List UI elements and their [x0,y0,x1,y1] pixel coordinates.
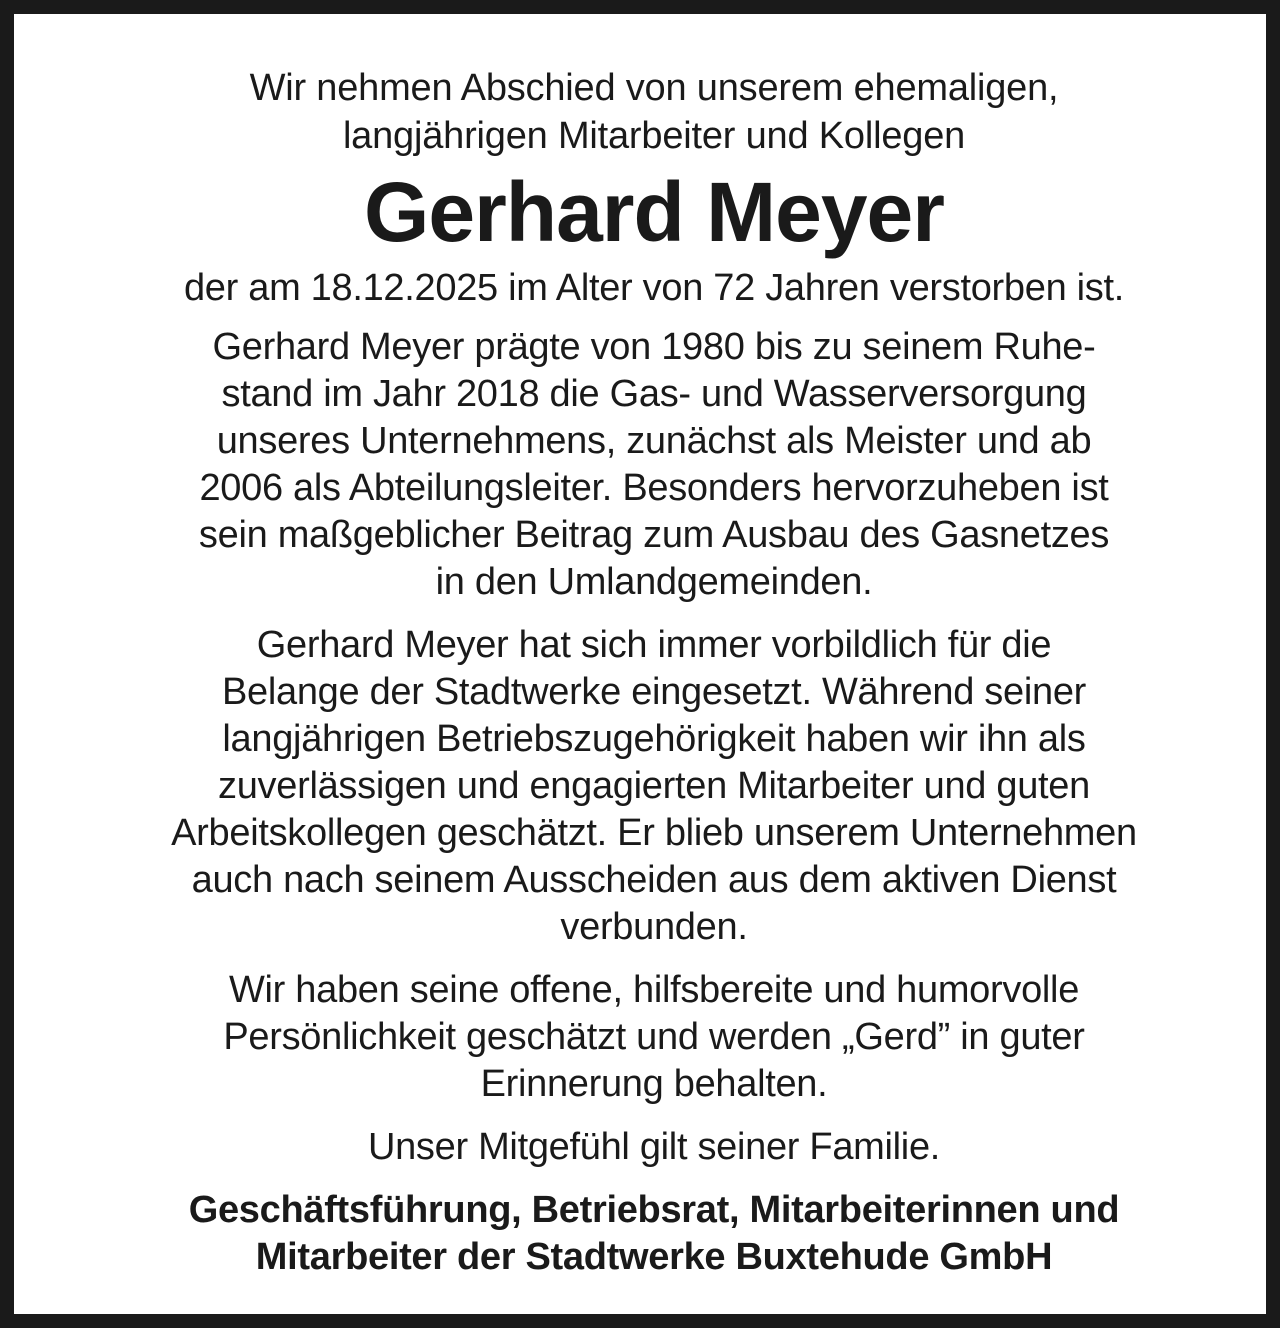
condolence-text: Unser Mitgefühl gilt seiner Familie. [367,1126,941,1168]
paragraph-line: verbunden. [560,906,748,948]
paragraph-line: sein maßgeblicher Beitrag zum Ausbau des Gasnetzes [198,514,1110,556]
paragraph-line: in den Umlandgemeinden. [435,561,873,603]
personality-paragraph [74,967,1234,1108]
obituary-notice [74,64,1234,1281]
paragraph-line: stand im Jahr 2018 die Gas- und Wasserversorgung [221,373,1087,415]
intro-line: Wir nehmen Abschied von unserem ehemaligen, [249,67,1059,109]
career-paragraph [74,324,1234,606]
death-date-line: der am 18.12.2025 im Alter von 72 Jahren verstorben ist. [183,267,1125,309]
paragraph-line: Wir haben seine offene, hilfsbereite und humorvolle [228,969,1080,1011]
intro-line: langjährigen Mitarbeiter und Kollegen [342,115,966,157]
signature-line: Geschäftsführung, Betriebsrat, Mitarbeiterinnen und [188,1189,1120,1231]
signature-line: Mitarbeiter der Stadtwerke Buxtehude GmbH [255,1236,1053,1278]
dedication-paragraph [74,622,1234,951]
signature-block [74,1187,1234,1281]
paragraph-line: auch nach seinem Ausscheiden aus dem aktiven Dienst [191,859,1117,901]
paragraph-line: Gerhard Meyer prägte von 1980 bis zu seinem Ruhe- [212,326,1096,368]
paragraph-line: Arbeitskollegen geschätzt. Er blieb unserem Unternehmen [171,812,1137,854]
paragraph-line: 2006 als Abteilungsleiter. Besonders hervorzuheben ist [199,467,1109,509]
paragraph-line: zuverlässigen und engagierten Mitarbeiter und guten [218,765,1090,807]
paragraph-line: langjährigen Betriebszugehörigkeit haben wir ihn als [222,718,1086,760]
paragraph-line: Erinnerung behalten. [480,1063,828,1105]
deceased-name: Gerhard Meyer [364,165,944,259]
paragraph-line: Belange der Stadtwerke eingesetzt. Während seiner [221,671,1087,713]
intro-text [74,64,1234,160]
paragraph-line: unseres Unternehmens, zunächst als Meister und ab [216,420,1092,462]
paragraph-line: Persönlichkeit geschätzt und werden „Gerd” in guter [223,1016,1085,1058]
paragraph-line: Gerhard Meyer hat sich immer vorbildlich für die [256,624,1052,666]
